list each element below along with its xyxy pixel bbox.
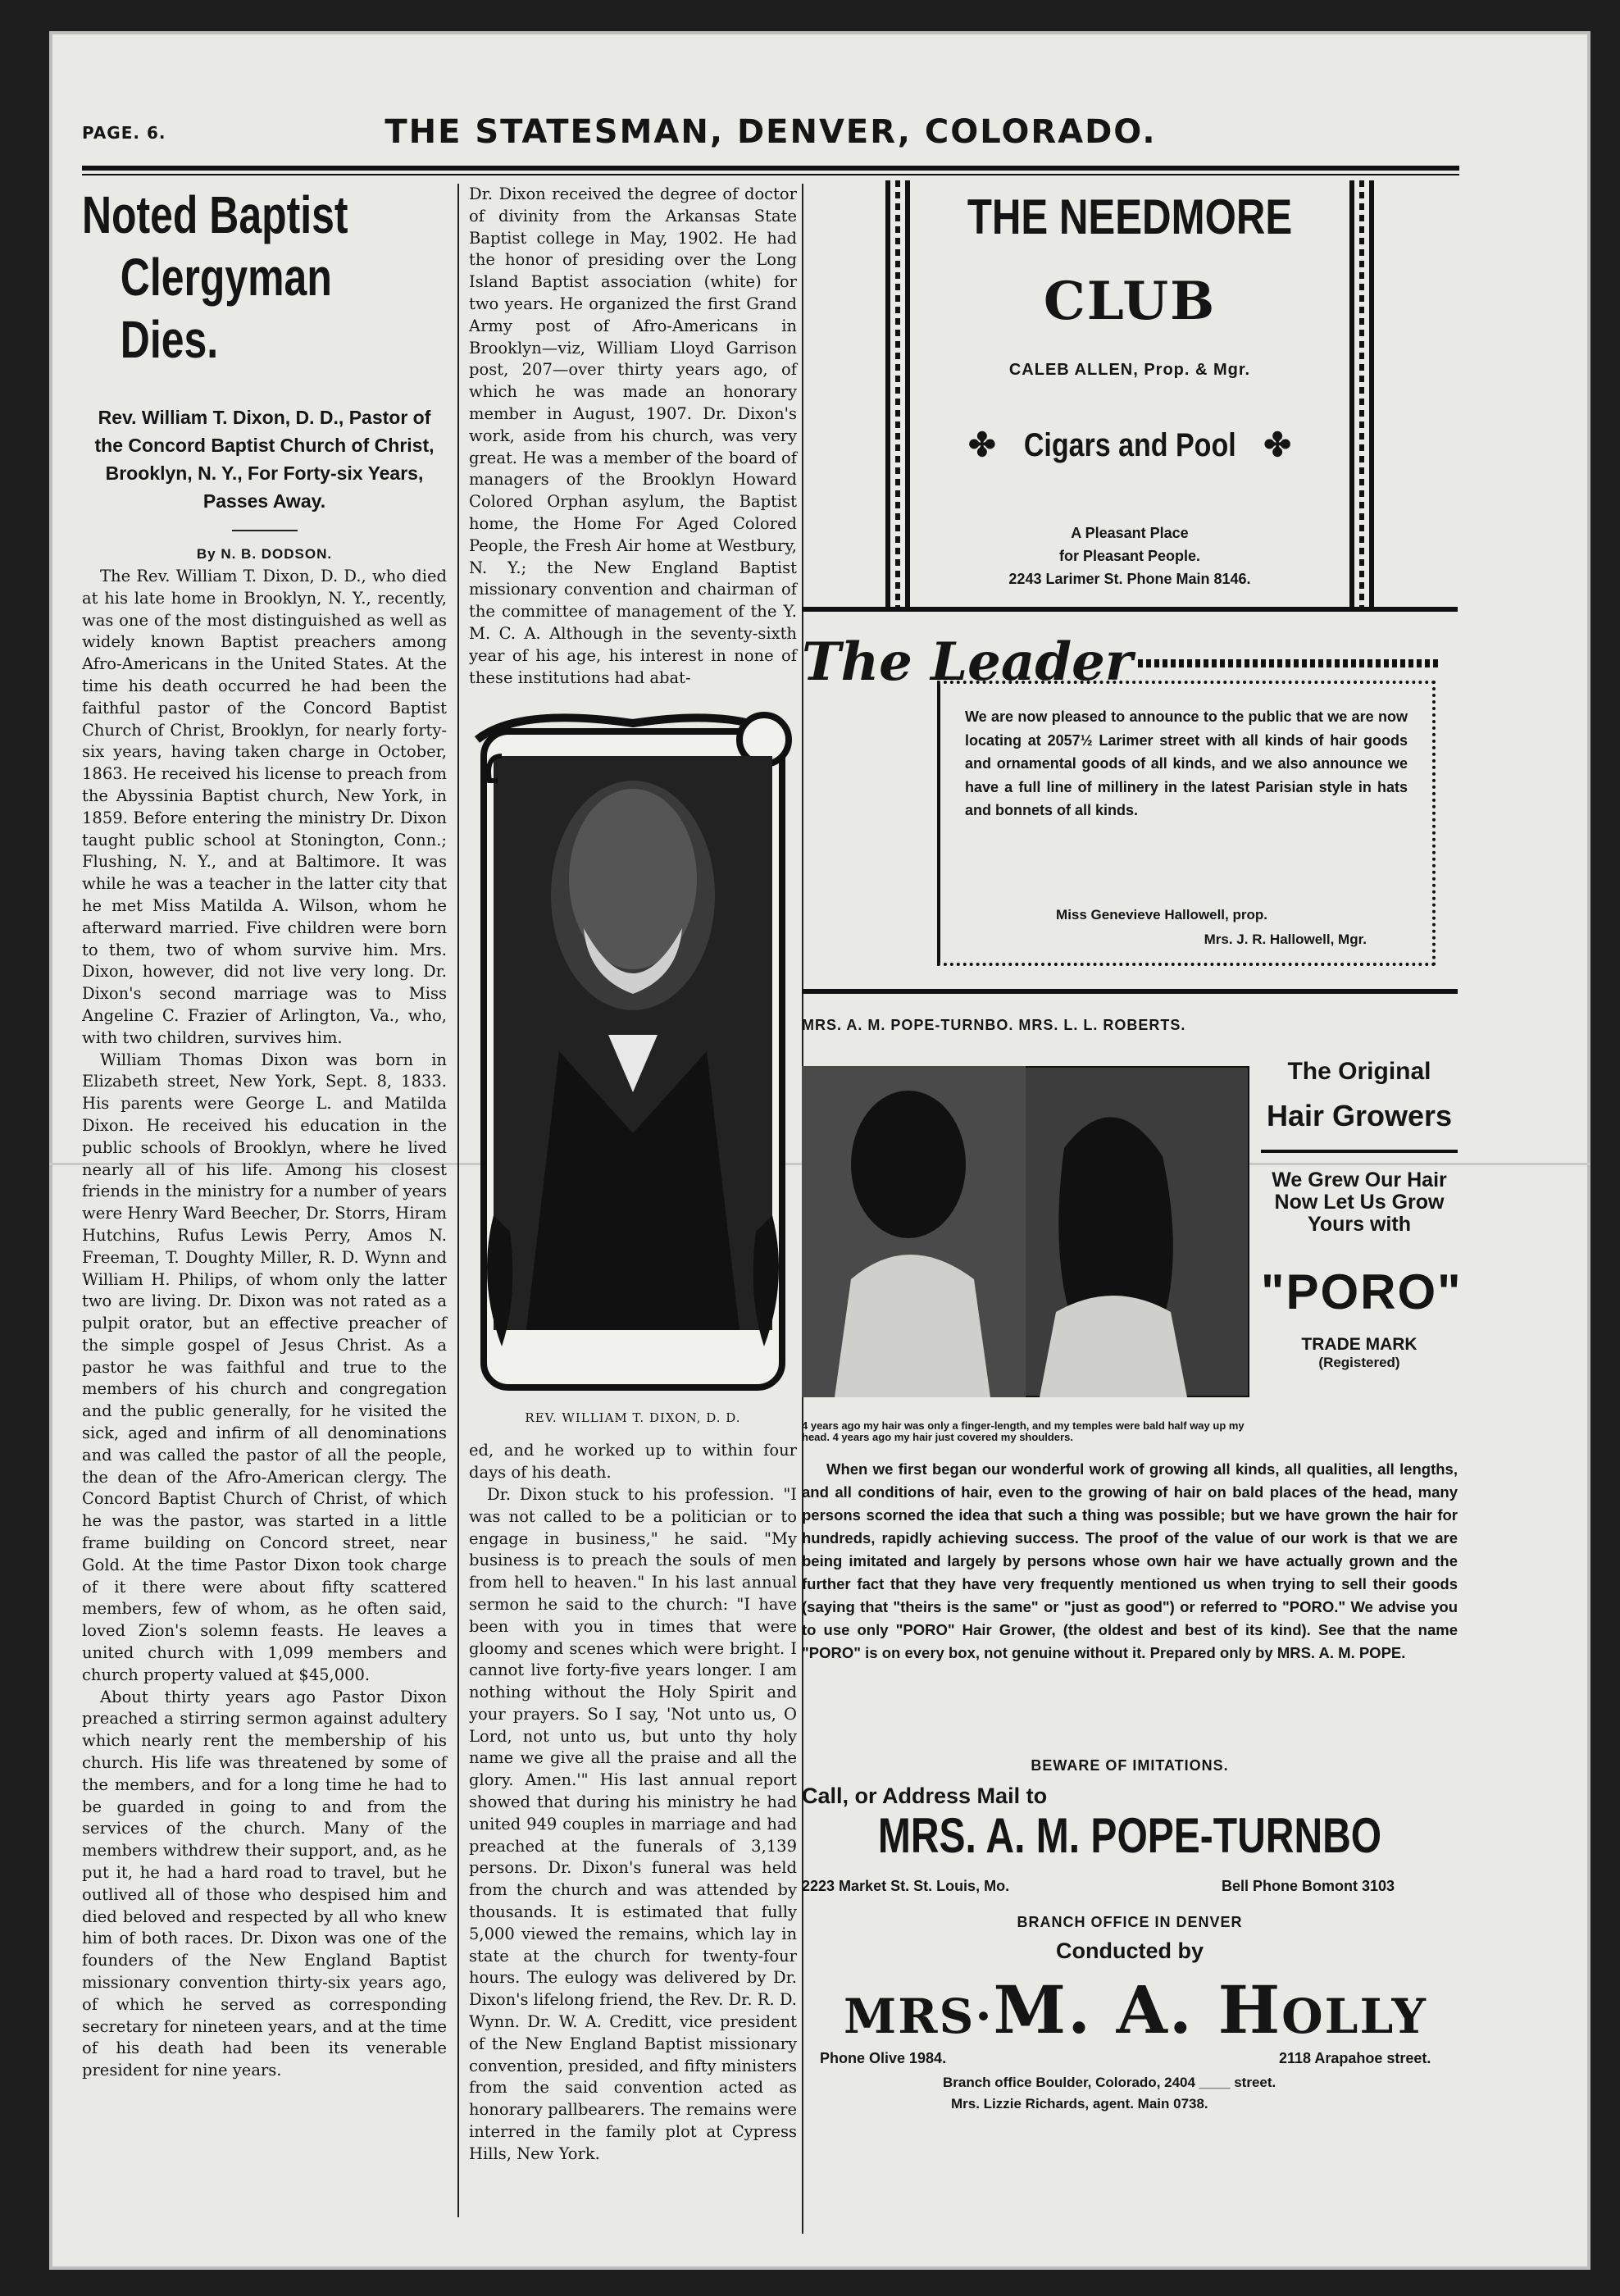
paragraph: When we first began our wonderful work of growing all kinds, all qualities, all lengths, and all conditions of hair, even to the growing of hair on bald places of the head, many persons scorned the idea that such a thing was possible; but we have grown the hair for hundreds, rapidly achieving success. The proof of the value of our work is that we are being imitated and largely by persons whose own hair we have actually grown and the further fact that they have very frequently mentioned us when trying to sell their goods (saying that "theirs is the same" or "just as good") or referred to "PORO." We advise you to use only "PORO" Hair Grower, (the oldest and best of its kind). See that the name "PORO" is on every box, not genuine without it. Prepared only by MRS. A. M. POPE.: [802, 1460, 1458, 1661]
portrait-illustration: [469, 707, 797, 1396]
portrait-caption: REV. WILLIAM T. DIXON, D. D.: [525, 1410, 741, 1426]
proprietor-line: CALEB ALLEN, Prop. & Mgr.: [1008, 361, 1251, 379]
paragraph: ed, and he worked up to within four days of his death.: [469, 1441, 797, 1483]
cigars-pool-line: [884, 426, 1376, 464]
original-heading: The Original: [1287, 1058, 1431, 1085]
paragraph: William Thomas Dixon was born in Elizabeth street, New York, Sept. 8, 1833. His parents were George L. and Matilda Dixon. He received his education in the public schools of Brooklyn, where he lived nearly all of his life. Among his closest friends in the ministry for a number of years were Henry Ward Beecher, Dr. Storrs, Hiram Hutchins, Rufus Lewis Perry, Amos N. Freeman, T. Doughty Miller, R. D. Wynn and William H. Philips, of whom only the latter two are living. Dr. Dixon was not rated as a pulpit orator, but an effective preacher of the simple gospel of Jesus Christ. As a pastor he was faithful and true to the members of his church and congregation and the public generally, for he visited the sick, aged and infirm of all denominations and was called the pastor of all the people, the dean of the Afro-American clergy. The Concord Baptist Church of Christ, of which he was the pastor, was started in a little frame building on Concord street, near Gold. At the time Pastor Dixon took charge of it there were about fifty scattered members, few of whom, as he often said, loved Zion's solemn feasts. He leaves a united church with 1,099 members and church property valued at $45,000.: [82, 1050, 447, 1684]
club-title: CLUB: [1043, 271, 1217, 332]
hair-photo-image: [802, 1066, 1249, 1397]
poro-brand: "PORO": [1261, 1264, 1463, 1319]
ad-divider: [802, 607, 1458, 612]
paragraph: Dr. Dixon stuck to his profession. "I was not called to be a politician or to engage in business," he said. "My business is to preach the souls of men from hell to heaven." In his last annual sermon he said to the church: "I have been with you in times that were gloomy and scenes which were bright. I cannot live forty-five years longer. I am nothing without the Holy Spirit and your prayers. So I say, 'Not unto us, O Lord, not unto us, but unto thy holy name we give all the praise and all the glory. Amen.'" His last annual report showed that during his ministry he had united 949 couples in marriage and had preached at the funerals of 3,139 persons. Dr. Dixon's funeral was held from the church and was attended by thousands. It is estimated that fully 5,000 viewed the remains, which lay in state at the church for twenty-four hours. The eulogy was delivered by Dr. Dixon's lifelong friend, the Rev. Dr. R. D. Wynn. Dr. W. A. Creditt, vice president of the New England Baptist missionary convention, presided, and fifty ministers from the said convention acted as honorary pallbearers. The remains were interred in the family plot at Cypress Hills, New York.: [469, 1484, 797, 2163]
dotted-rule: [1138, 658, 1441, 669]
portrait-photo: [469, 707, 797, 1396]
masthead: [82, 105, 1459, 162]
article-body-col1: [82, 566, 447, 2082]
poro-sidebar: [1261, 1050, 1463, 1371]
article-body-col2-bottom: [469, 1440, 797, 2165]
leader-title: The Leader: [802, 631, 1133, 693]
tagline: A Pleasant Place: [1071, 525, 1189, 541]
poro-names: MRS. A. M. POPE-TURNBO. MRS. L. L. ROBERTS.: [802, 1017, 1186, 1033]
conducted-by: Conducted by: [1056, 1938, 1204, 1963]
masthead-rule: [82, 166, 1459, 171]
holly-prefix: MRS·: [844, 1988, 994, 2044]
beware-line: BEWARE OF IMITATIONS.: [1031, 1757, 1229, 1774]
newspaper-title: THE STATESMAN, DENVER, COLORADO.: [385, 113, 1157, 151]
bell-phone: Bell Phone Bomont 3103: [1222, 1878, 1395, 1894]
holly-main: M. A. H: [993, 1971, 1282, 2048]
grew-line: We Grew Our Hair: [1272, 1168, 1447, 1191]
sidebar-rule: [1261, 1150, 1458, 1153]
hair-photo: [802, 1066, 1249, 1397]
branch-office: BRANCH OFFICE IN DENVER: [1017, 1914, 1243, 1930]
article-deck: Rev. William T. Dixon, D. D., Pastor of the Concord Baptist Church of Christ, Brooklyn, N. Y., For Forty-six Years, Passes Away.: [94, 407, 435, 512]
leader-announcement-box: [937, 681, 1436, 966]
hair-growers-heading: Hair Growers: [1266, 1099, 1453, 1132]
st-louis-address: 2223 Market St. St. Louis, Mo.: [802, 1878, 1010, 1894]
ad-divider: [802, 989, 1458, 994]
article-byline: By N. B. DODSON.: [196, 546, 333, 562]
arapahoe-address: 2118 Arapahoe street.: [1279, 2050, 1431, 2066]
tagline: for Pleasant People.: [1058, 548, 1201, 564]
grew-line: Now Let Us Grow: [1274, 1191, 1445, 1214]
agent-line: Mrs. Lizzie Richards, agent. Main 0738.: [951, 2096, 1208, 2112]
article-body-col2-top: [469, 184, 797, 689]
column-rule: [457, 184, 459, 2217]
grew-line: Yours with: [1308, 1213, 1411, 1236]
headline-line-1: Noted Baptist: [82, 185, 348, 244]
call-line: Call, or Address Mail to: [802, 1784, 1048, 1808]
poro-body: [802, 1458, 1458, 1665]
leader-proprietor: Miss Genevieve Hallowell, prop.: [1056, 907, 1267, 922]
holly-name: [812, 1971, 1459, 2048]
needmore-title: THE NEEDMORE: [967, 189, 1293, 244]
deck-rule: [232, 530, 298, 531]
paragraph: The Rev. William T. Dixon, D. D., who died at his late home in Brooklyn, N. Y., recently, was one of the most distinguished as well as widely known Baptist preachers among Afro-Americans in the United States. At the time his death occurred he had been the faithful pastor of the Concord Baptist Church of Christ, Brooklyn, for nearly forty-six years, having taken charge in October, 1863. He received his license to preach from the Abyssinia Baptist church, New York, in 1859. Before entering the ministry Dr. Dixon taught public school at Stonington, Conn.; Flushing, N. Y., and at Baltimore. It was while he was a teacher in the latter city that he met Miss Matilda A. Wilson, whom he afterward married. Five children were born to them, two of whom survive him. Mrs. Dixon, however, did not live very long. Dr. Dixon's second marriage was to Miss Angeline C. Frazier of Arlington, Va., who, with two children, survives him.: [82, 567, 447, 1047]
phone-olive: Phone Olive 1984.: [820, 2050, 947, 2066]
article-column-2: [469, 184, 797, 2166]
leader-announcement: We are now pleased to announce to the public that we are now locating at 2057½ Larimer street with all kinds of hair goods and ornamental goods of all kinds, and we also announce we have a full line of millinery in the latest Parisian style in hats and bonnets of all kinds.: [965, 708, 1408, 818]
masthead-rule-thin: [82, 174, 1459, 175]
caption-left: 4 years ago my hair was only a finger-length, and my temples were bald half way up my head.: [802, 1419, 1245, 1443]
headline-line-2: Clergyman Dies.: [120, 248, 332, 369]
leader-ad: [802, 623, 1458, 984]
fleuron-icon: ✤: [1263, 427, 1291, 463]
needmore-club-ad: [884, 180, 1376, 607]
address: 2243 Larimer St. Phone Main 8146.: [1008, 571, 1251, 587]
ornamental-border: [884, 180, 912, 607]
hair-photo-caption: [802, 1420, 1249, 1443]
article-column-1: [82, 184, 447, 2082]
registered: (Registered): [1318, 1355, 1400, 1370]
paragraph: About thirty years ago Pastor Dixon preached a stirring sermon against adultery which nearly rent the membership of his church. His life was threatened by some of the members, and for a long time he had to be guarded in going to and from the services of the church. Many of the members withdrew their support, and, as he put it, he had a hard road to travel, but he outlived all of those who despised him and died beloved and respected by all who knew him of both races. Dr. Dixon was one of the founders of the New England Baptist missionary convention thirty-six years ago, of which he served as corresponding secretary for nineteen years, and at the time of his death had been its venerable president for nine years.: [82, 1687, 447, 2080]
turnbo-name: MRS. A. M. POPE-TURNBO: [877, 1808, 1382, 1863]
leader-manager: Mrs. J. R. Hallowell, Mgr.: [1204, 932, 1367, 947]
boulder-branch: Branch office Boulder, Colorado, 2404 ____ street.: [943, 2075, 1276, 2090]
paragraph: Dr. Dixon received the degree of doctor of divinity from the Arkansas State Baptist college in May, 1902. He had the honor of presiding over the Long Island Baptist association (white) for two years. He organized the first Grand Army post of Afro-Americans in Brooklyn—viz, William Lloyd Garrison post, 207—over thirty years ago, of which he was made an honorary member in August, 1907. Dr. Dixon's work, aside from his church, was very great. He was a member of the board of managers of the Brooklyn Howard Colored Orphan asylum, the Baptist home, the Home For Aged Colored People, the Fresh Air home at Westbury, N. Y.; the New England Baptist missionary convention and chairman of the committee of management of the Y. M. C. A. Although in the seventy-sixth year of his age, his interest in none of these institutions had abat-: [469, 184, 797, 687]
article-headline: [82, 184, 440, 371]
trade-mark: TRADE MARK: [1301, 1335, 1418, 1354]
holly-tail: OLLY: [1281, 1988, 1427, 2044]
ornamental-border: [1348, 180, 1376, 607]
cigars-pool-text: Cigars and Pool: [1023, 427, 1236, 463]
caption-right: 4 years ago my hair just covered my shoulders.: [832, 1431, 1073, 1443]
page-number: PAGE. 6.: [82, 123, 166, 143]
fleuron-icon: ✤: [968, 427, 996, 463]
